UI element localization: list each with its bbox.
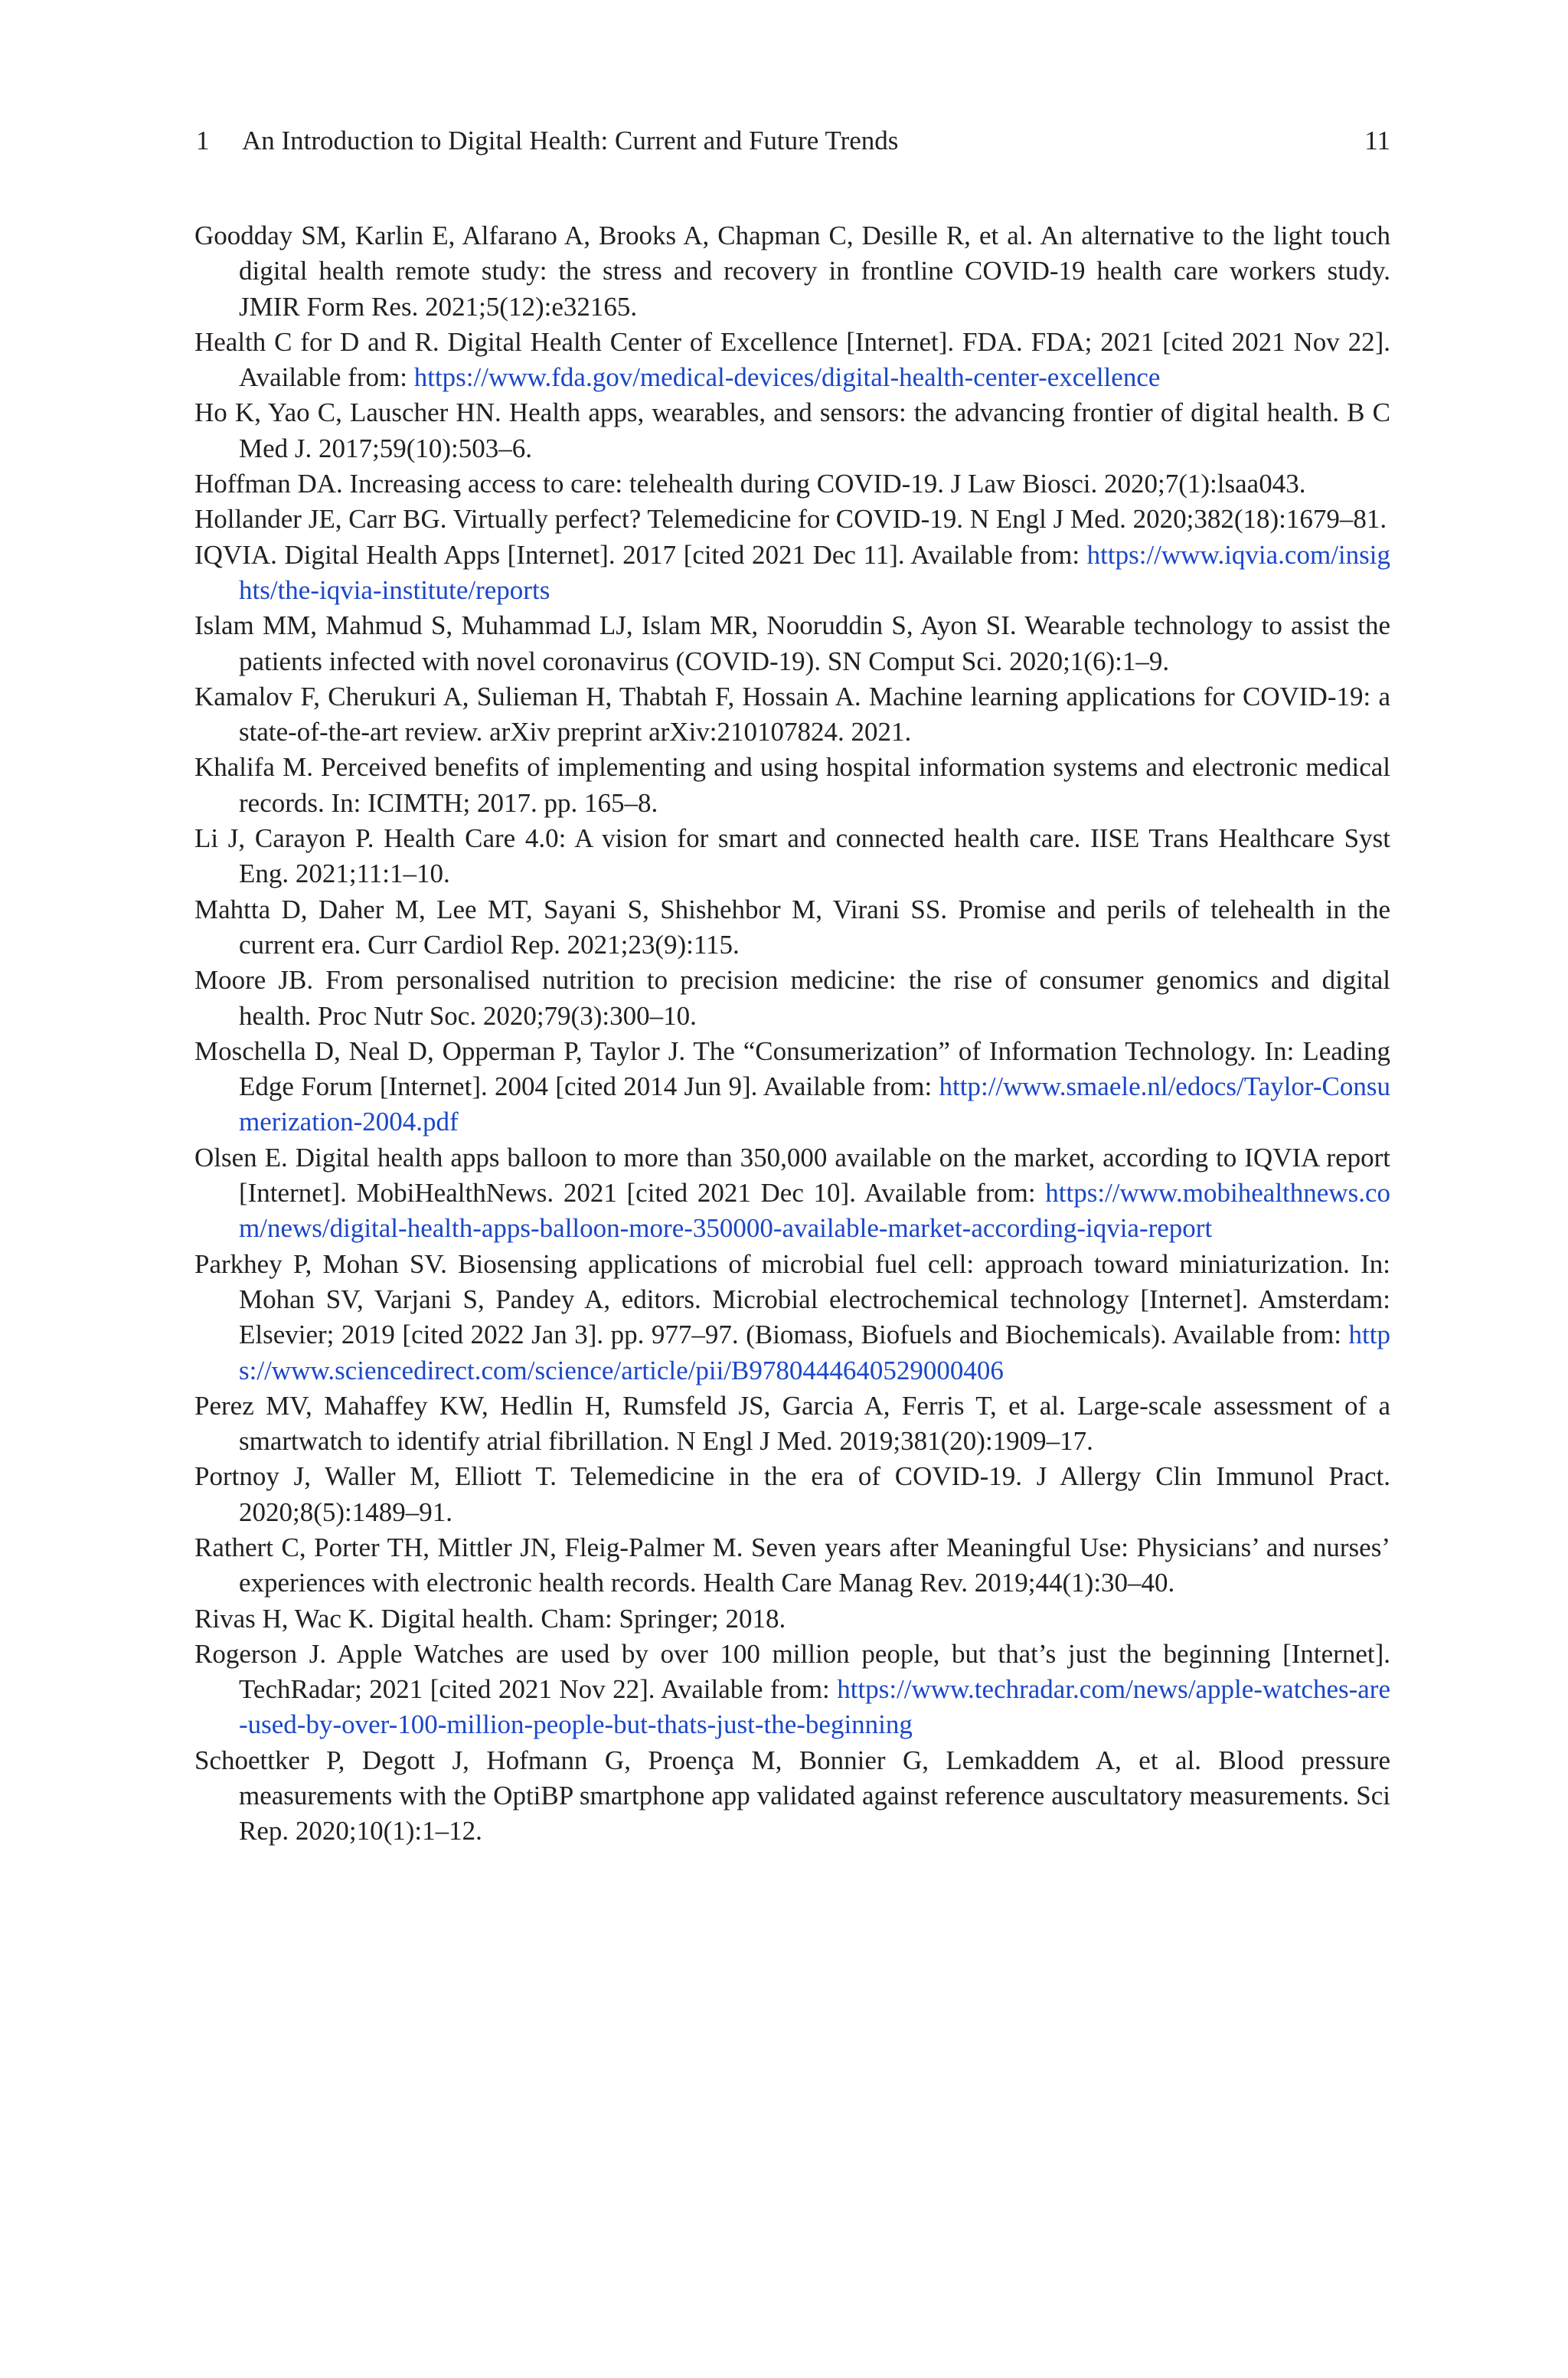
reference-item — [194, 1389, 1390, 1460]
reference-text: Ho K, Yao C, Lauscher HN. Health apps, wearables, and sensors: the advancing frontier of digital health. B C Med J. 2017;59(10):503–6. — [194, 397, 1390, 463]
reference-text: Li J, Carayon P. Health Care 4.0: A vision for smart and connected health care. IISE Trans Healthcare Syst Eng. 2021;11:1–10. — [194, 823, 1390, 889]
reference-text: Goodday SM, Karlin E, Alfarano A, Brooks A, Chapman C, Desille R, et al. An alternative to the light touch digital health remote study: the stress and recovery in frontline COVID-19 health care workers study. JMIR Form Res. 2021;5(12):e32165. — [194, 221, 1390, 322]
reference-text: Health C for D and R. Digital Health Center of Excellence [Internet]. FDA. FDA; 2021 [cited 2021 Nov 22]. Available from: — [194, 326, 1390, 393]
page-number: 11 — [1364, 126, 1390, 155]
reference-item — [194, 1140, 1390, 1247]
reference-item — [194, 325, 1390, 396]
reference-item — [194, 502, 1390, 537]
reference-text: Rivas H, Wac K. Digital health. Cham: Springer; 2018. — [194, 1603, 786, 1634]
reference-link[interactable]: https://www.techradar.com/news/apple-watches-are-used-by-over-100-million-people-but-thats-just-the-beginning — [239, 1674, 1390, 1740]
reference-text: Moore JB. From personalised nutrition to precision medicine: the rise of consumer genomics and digital health. Proc Nutr Soc. 2020;79(3):300–10. — [194, 965, 1390, 1031]
reference-item — [194, 608, 1390, 679]
reference-text: Perez MV, Mahaffey KW, Hedlin H, Rumsfeld JS, Garcia A, Ferris T, et al. Large-scale assessment of a smartwatch to identify atrial fibrillation. N Engl J Med. 2019;381(20):1909–17. — [194, 1390, 1390, 1457]
reference-item — [194, 1743, 1390, 1850]
reference-text: Khalifa M. Perceived benefits of implementing and using hospital information systems and electronic medical records. In: ICIMTH; 2017. pp. 165–8. — [194, 752, 1390, 818]
reference-item — [194, 395, 1390, 466]
reference-item — [194, 218, 1390, 325]
reference-item — [194, 1459, 1390, 1530]
reference-item — [194, 1637, 1390, 1743]
reference-link[interactable]: https://www.fda.gov/medical-devices/digital-health-center-excellence — [413, 362, 1161, 393]
reference-text: Olsen E. Digital health apps balloon to more than 350,000 available on the market, according to IQVIA report [Internet]. MobiHealthNews. 2021 [cited 2021 Dec 10]. Available from: — [194, 1142, 1390, 1209]
running-head — [196, 123, 1390, 159]
reference-link[interactable]: https://www.sciencedirect.com/science/article/pii/B9780444640529000406 — [239, 1320, 1390, 1385]
reference-item — [194, 750, 1390, 821]
reference-link[interactable]: http://www.smaele.nl/edocs/Taylor-Consumerization-2004.pdf — [239, 1071, 1390, 1137]
reference-text: Moschella D, Neal D, Opperman P, Taylor J. The “Consumerization” of Information Technology. In: Leading Edge Forum [Internet]. 2004 [cited 2014 Jun 9]. Available from: — [194, 1035, 1390, 1102]
reference-text: Hoffman DA. Increasing access to care: telehealth during COVID-19. J Law Biosci. 2020;7(1):lsaa043. — [194, 469, 1306, 499]
reference-link[interactable]: https://www.iqvia.com/insights/the-iqvia-institute/reports — [239, 539, 1390, 605]
reference-item — [194, 821, 1390, 892]
reference-text: Rogerson J. Apple Watches are used by over 100 million people, but that’s just the beginning [Internet]. TechRadar; 2021 [cited 2021 Nov 22]. Available from: — [194, 1638, 1390, 1705]
reference-item — [194, 538, 1390, 609]
reference-link[interactable]: https://www.mobihealthnews.com/news/digital-health-apps-balloon-more-350000-available-market-according-iqvia-report — [239, 1178, 1390, 1244]
reference-item — [194, 892, 1390, 963]
reference-item — [194, 1601, 1390, 1637]
reference-text: Mahtta D, Daher M, Lee MT, Sayani S, Shishehbor M, Virani SS. Promise and perils of telehealth in the current era. Curr Cardiol Rep. 2021;23(9):115. — [194, 894, 1390, 960]
chapter-number: 1 — [196, 126, 210, 155]
reference-text: Hollander JE, Carr BG. Virtually perfect? Telemedicine for COVID-19. N Engl J Med. 2020;382(18):1679–81. — [194, 504, 1387, 535]
reference-text: Rathert C, Porter TH, Mittler JN, Fleig-Palmer M. Seven years after Meaningful Use: Physicians’ and nurses’ experiences with electronic health records. Health Care Manag Rev. 2019;44(1):30–40. — [194, 1532, 1390, 1598]
reference-text: Parkhey P, Mohan SV. Biosensing applications of microbial fuel cell: approach toward miniaturization. In: Mohan SV, Varjani S, Pandey A, editors. Microbial electrochemical technology [Internet]. Amsterdam: Elsevier; 2019 [cited 2022 Jan 3]. pp. 977–97. (Biomass, Biofuels and Biochemicals). Available from: — [194, 1248, 1390, 1350]
chapter-title: An Introduction to Digital Health: Current and Future Trends — [242, 126, 899, 155]
reference-item — [194, 1034, 1390, 1140]
reference-item — [194, 963, 1390, 1034]
reference-text: Portnoy J, Waller M, Elliott T. Telemedicine in the era of COVID-19. J Allergy Clin Immunol Pract. 2020;8(5):1489–91. — [194, 1461, 1390, 1527]
reference-text: IQVIA. Digital Health Apps [Internet]. 2017 [cited 2021 Dec 11]. Available from: — [194, 539, 1087, 570]
reference-list — [194, 218, 1390, 1850]
reference-item — [194, 1247, 1390, 1389]
reference-text: Islam MM, Mahmud S, Muhammad LJ, Islam MR, Nooruddin S, Ayon SI. Wearable technology to assist the patients infected with novel coronavirus (COVID-19). SN Comput Sci. 2020;1(6):1–9. — [194, 610, 1390, 676]
reference-item — [194, 466, 1390, 502]
running-head-left — [196, 123, 898, 159]
reference-item — [194, 1530, 1390, 1601]
reference-text: Kamalov F, Cherukuri A, Sulieman H, Thabtah F, Hossain A. Machine learning applications for COVID-19: a state-of-the-art review. arXiv preprint arXiv:210107824. 2021. — [194, 681, 1390, 747]
reference-text: Schoettker P, Degott J, Hofmann G, Proença M, Bonnier G, Lemkaddem A, et al. Blood pressure measurements with the OptiBP smartphone app validated against reference auscultatory measurements. Sci Rep. 2020;10(1):1–12. — [194, 1745, 1390, 1846]
reference-item — [194, 679, 1390, 751]
